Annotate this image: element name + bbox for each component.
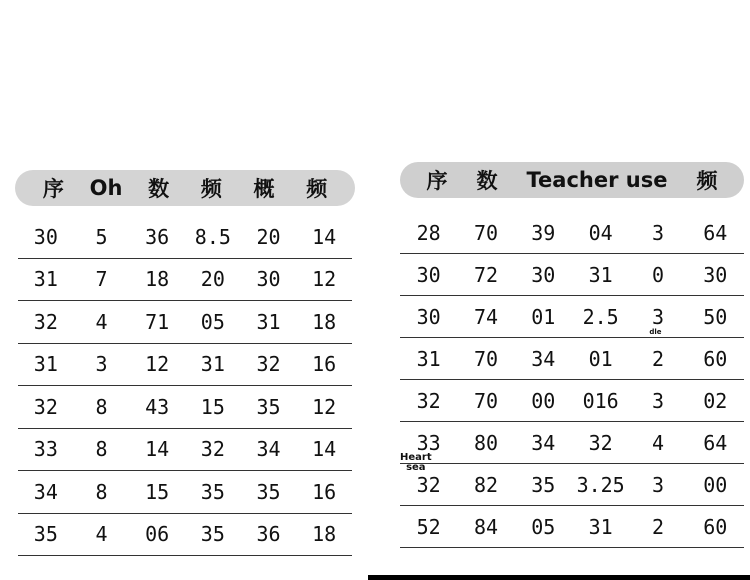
table-cell: 34 xyxy=(531,346,556,371)
table-cell: 15 xyxy=(145,479,170,504)
table-cell: 8 xyxy=(95,437,108,462)
right-header-col-4: 频 xyxy=(696,169,718,193)
table-cell: 35 xyxy=(256,394,281,419)
table-cell: 2 xyxy=(651,346,664,371)
table-cell: 32 xyxy=(33,309,58,334)
table-cell: 36 xyxy=(145,224,170,249)
table-cell: 2 xyxy=(651,514,664,539)
table-cell: 43 xyxy=(145,394,170,419)
table-cell: 00 xyxy=(703,472,728,497)
table-cell: 30 xyxy=(531,262,556,287)
table-cell-value: 3 xyxy=(651,304,664,329)
table-cell: 18 xyxy=(145,267,170,292)
table-cell: 60 xyxy=(703,346,728,371)
table-cell: 71 xyxy=(145,309,170,334)
table-cell: 3 xyxy=(651,472,664,497)
teacher-use-label: Teacher use xyxy=(526,168,668,192)
table-cell: 30 xyxy=(33,224,58,249)
table-cell: 8 xyxy=(95,479,108,504)
table-cell: 7 xyxy=(95,267,108,292)
table-cell: 64 xyxy=(703,220,728,245)
table-cell: 35 xyxy=(200,479,225,504)
table-cell: 31 xyxy=(256,309,281,334)
table-cell: 8 xyxy=(95,394,108,419)
table-cell: 31 xyxy=(588,262,613,287)
table-cell: 01 xyxy=(588,346,613,371)
table-cell: 39 xyxy=(531,220,556,245)
table-cell: 35 xyxy=(33,522,58,547)
table-row xyxy=(400,461,744,506)
left-header-col-5: 概 xyxy=(253,177,275,201)
table-cell: 32 xyxy=(200,437,225,462)
table-row xyxy=(400,338,744,380)
table-cell: 4 xyxy=(651,430,664,455)
heart-note xyxy=(400,453,432,473)
table-cell: 31 xyxy=(200,352,225,377)
left-table-body xyxy=(18,216,352,556)
table-cell: 30 xyxy=(256,267,281,292)
table-cell: 02 xyxy=(703,388,728,413)
left-header-col-1: 序 xyxy=(42,177,64,201)
table-cell: 31 xyxy=(588,514,613,539)
right-header-col-2: 数 xyxy=(476,169,498,193)
table-cell: 34 xyxy=(256,437,281,462)
table-cell: 30 xyxy=(703,262,728,287)
table-cell: 16 xyxy=(312,352,337,377)
heart-note-line-1: Heart xyxy=(400,451,432,463)
table-cell: 15 xyxy=(200,394,225,419)
table-cell: 05 xyxy=(200,309,225,334)
table-cell: 35 xyxy=(531,472,556,497)
table-cell: 35 xyxy=(200,522,225,547)
table-cell: 8.5 xyxy=(194,224,231,249)
table-cell: 4 xyxy=(95,522,108,547)
table-cell: 35 xyxy=(256,479,281,504)
table-cell: 30 xyxy=(416,262,441,287)
table-cell: 20 xyxy=(256,224,281,249)
table-cell: 20 xyxy=(200,267,225,292)
table-cell: 30 xyxy=(416,304,441,329)
table-row xyxy=(400,254,744,296)
table-cell: 34 xyxy=(531,430,556,455)
heart-note-line-2: sea xyxy=(406,461,426,473)
table-cell: 70 xyxy=(473,388,499,413)
table-row xyxy=(400,506,744,548)
table-row xyxy=(18,514,352,557)
table-cell: 31 xyxy=(33,267,58,292)
left-header-col-4: 频 xyxy=(200,177,222,201)
table-cell: 70 xyxy=(473,346,499,371)
table-cell: 05 xyxy=(531,514,556,539)
table-cell: 36 xyxy=(256,522,281,547)
table-cell: 32 xyxy=(256,352,281,377)
table-row xyxy=(18,386,352,429)
table-cell: 32 xyxy=(416,388,441,413)
table-cell: 5 xyxy=(95,224,108,249)
table-row xyxy=(400,296,744,338)
table-cell: 12 xyxy=(145,352,170,377)
table-cell xyxy=(629,304,686,336)
table-cell: 14 xyxy=(312,224,337,249)
table-cell: 14 xyxy=(145,437,170,462)
table-cell: 3 xyxy=(651,388,664,413)
table-cell: 04 xyxy=(588,220,613,245)
table-row xyxy=(400,422,744,473)
table-cell: 72 xyxy=(473,262,499,287)
table-cell: 12 xyxy=(312,267,337,292)
table-cell: 60 xyxy=(703,514,728,539)
bottom-rule xyxy=(368,575,750,580)
table-cell: 01 xyxy=(531,304,556,329)
left-header-col-3: 数 xyxy=(148,177,170,201)
left-header-col-2: Oh xyxy=(89,176,123,200)
table-cell: 32 xyxy=(416,472,441,497)
table-cell: 00 xyxy=(531,388,556,413)
table-cell: 12 xyxy=(312,394,337,419)
left-page xyxy=(0,0,368,580)
table-cell: 18 xyxy=(312,309,337,334)
table-cell: 64 xyxy=(703,430,728,455)
table-row xyxy=(18,471,352,514)
table-cell: 0 xyxy=(651,262,664,287)
left-header-col-6: 频 xyxy=(306,177,328,201)
right-header-col-1: 序 xyxy=(426,169,448,193)
right-table-body xyxy=(400,212,744,548)
table-cell: 06 xyxy=(145,522,170,547)
table-row xyxy=(18,429,352,472)
left-table-header xyxy=(15,170,355,206)
table-cell: 34 xyxy=(33,479,58,504)
table-cell: 016 xyxy=(582,388,619,413)
table-cell: 3 xyxy=(651,220,664,245)
table-cell: 52 xyxy=(416,514,441,539)
table-cell: 33 xyxy=(33,437,58,462)
table-cell: 28 xyxy=(416,220,441,245)
right-table-header xyxy=(400,162,744,198)
table-cell: 2.5 xyxy=(582,304,619,329)
right-page xyxy=(368,0,750,580)
table-row xyxy=(18,344,352,387)
table-row xyxy=(18,301,352,344)
table-cell: 70 xyxy=(473,220,499,245)
table-cell xyxy=(400,430,457,473)
small-note: dle xyxy=(649,327,662,336)
table-cell: 80 xyxy=(473,430,499,455)
table-row xyxy=(400,380,744,422)
table-cell: 32 xyxy=(588,430,613,455)
table-cell: 32 xyxy=(33,394,58,419)
table-cell: 82 xyxy=(473,472,499,497)
table-cell: 31 xyxy=(33,352,58,377)
table-row xyxy=(400,212,744,254)
table-cell: 31 xyxy=(416,346,441,371)
table-cell: 14 xyxy=(312,437,337,462)
table-cell-value: 33 xyxy=(416,430,441,455)
table-cell: 16 xyxy=(312,479,337,504)
table-cell: 84 xyxy=(473,514,499,539)
table-cell: 3 xyxy=(95,352,108,377)
table-cell: 4 xyxy=(95,309,108,334)
table-row xyxy=(18,216,352,259)
table-cell: 74 xyxy=(473,304,499,329)
table-row xyxy=(18,259,352,302)
table-cell: 50 xyxy=(703,304,728,329)
table-cell: 3.25 xyxy=(576,472,625,497)
table-cell: 18 xyxy=(312,522,337,547)
